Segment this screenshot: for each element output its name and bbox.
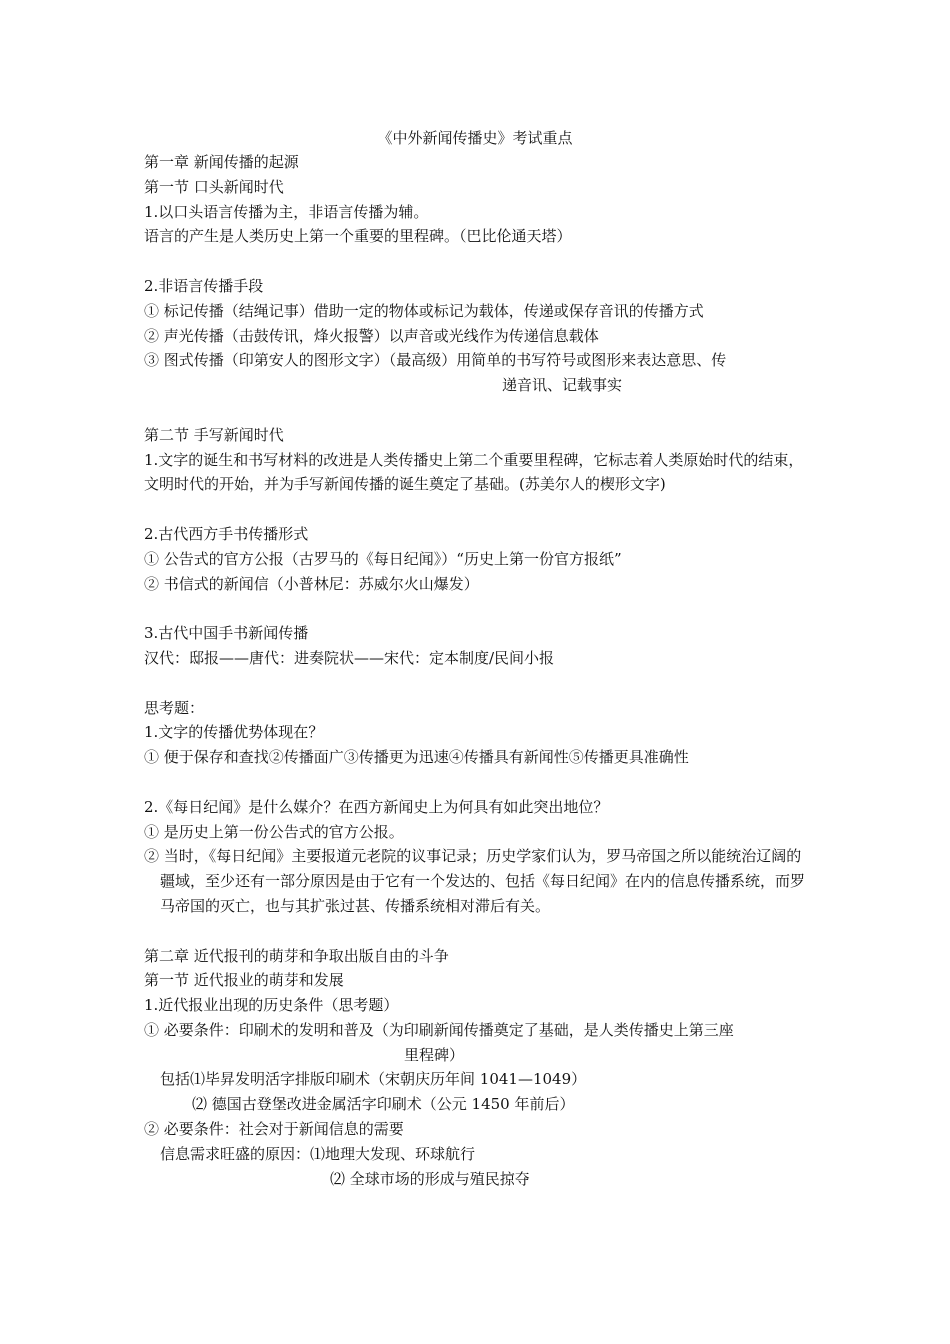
list-subitem: 包括⑴毕昇发明活字排版印刷术（宋朝庆历年间 1041—1049） [160,1070,587,1089]
list-item: ③ 图式传播（印第安人的图形文字）（最高级）用简单的书写符号或图形来表达意思、传 [144,351,727,370]
section-heading: 第二节 手写新闻时代 [144,425,284,444]
subheading: 思考题： [144,698,205,717]
list-subitem: 信息需求旺盛的原因：⑴地理大发现、环球航行 [160,1144,476,1163]
list-item-continuation: 里程碑） [404,1045,465,1064]
answer: ① 是历史上第一份公告式的官方公报。 [144,822,404,841]
question: 1.文字的传播优势体现在？ [144,723,324,742]
answer: ① 便于保存和查找②传播面广③传播更为迅速④传播具有新闻性⑤传播更具准确性 [144,748,689,767]
paragraph: 汉代：邸报——唐代：进奏院状——宋代：定本制度/民间小报 [144,648,555,667]
list-item: ② 声光传播（击鼓传讯，烽火报警）以声音或光线作为传递信息载体 [144,326,599,345]
list-subitem: ⑵ 全球市场的形成与殖民掠夺 [330,1169,530,1188]
document-body [144,150,810,1191]
subheading: 3.古代中国手书新闻传播 [144,624,309,643]
paragraph: 语言的产生是人类历史上第一个重要的里程碑。（巴比伦通天塔） [144,227,572,246]
subheading: 1.近代报业出现的历史条件（思考题） [144,996,399,1015]
subheading: 2.非语言传播手段 [144,276,264,295]
subheading: 2.古代西方手书传播形式 [144,524,309,543]
chapter-heading: 第二章 近代报刊的萌芽和争取出版自由的斗争 [144,946,449,965]
list-item: ① 标记传播（结绳记事）借助一定的物体或标记为载体，传递或保存音讯的传播方式 [144,301,704,320]
paragraph: 1.文字的诞生和书写材料的改进是人类传播史上第二个重要里程碑，它标志着人类原始时代的结束，文明时代的开始，并为手写新闻传播的诞生奠定了基础。(苏美尔人的楔形文字) [144,450,804,494]
answer: ② 当时，《每日纪闻》主要报道元老院的议事记录；历史学家们认为，罗马帝国之所以能统治辽阔的疆域，至少还有一部分原因是由于它有一个发达的、包括《每日纪闻》在内的信息传播系统，而罗马帝国的灭亡，也与其扩张过甚、传播系统相对滞后有关。 [144,847,806,915]
chapter-heading: 第一章 新闻传播的起源 [144,153,299,171]
list-item: ① 公告式的官方公报（古罗马的《每日纪闻》）“历史上第一份官方报纸” [144,549,622,568]
list-subitem: ⑵ 德国古登堡改进金属活字印刷术（公元 1450 年前后） [192,1095,575,1114]
section-heading: 第一节 口头新闻时代 [144,177,284,196]
paragraph: 1.以口头语言传播为主，非语言传播为辅。 [144,202,429,221]
question: 2.《每日纪闻》是什么媒介？在西方新闻史上为何具有如此突出地位？ [144,797,609,816]
list-item-continuation: 递音讯、记载事实 [502,376,623,395]
list-item: ① 必要条件：印刷术的发明和普及（为印刷新闻传播奠定了基础，是人类传播史上第三座 [144,1020,734,1039]
list-item: ② 必要条件：社会对于新闻信息的需要 [144,1120,404,1139]
list-item: ② 书信式的新闻信（小普林尼：苏威尔火山爆发） [144,574,479,593]
section-heading: 第一节 近代报业的萌芽和发展 [144,971,344,990]
document-title: 《中外新闻传播史》考试重点 [377,129,573,147]
